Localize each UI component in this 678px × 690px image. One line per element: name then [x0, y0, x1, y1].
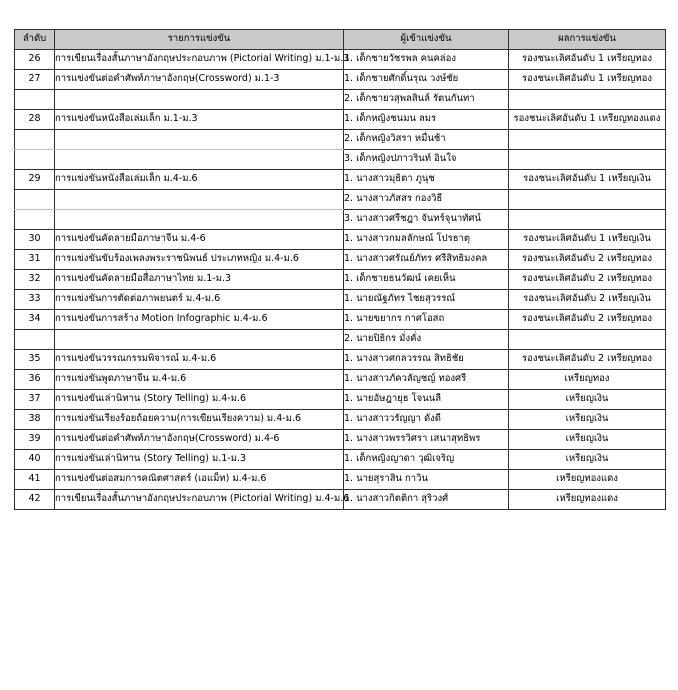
table-header [15, 30, 666, 50]
cell-event: การแข่งขันหนังสือเล่มเล็ก ม.1-ม.3 [55, 110, 344, 130]
table-row [15, 490, 666, 510]
cell-event: การแข่งขันหนังสือเล่มเล็ก ม.4-ม.6 [55, 170, 344, 190]
cell-event [55, 210, 344, 230]
table-row [15, 250, 666, 270]
cell-rank: 41 [15, 470, 55, 490]
cell-rank: 33 [15, 290, 55, 310]
cell-competitor: 2. นางสาวภัสสร กองวิธี [344, 190, 509, 210]
cell-event: การแข่งขันการสร้าง Motion Infographic ม.4-ม.6 [55, 310, 344, 330]
cell-rank: 42 [15, 490, 55, 510]
cell-competitor: 1. เด็กหญิงญาดา วุฒิเจริญ [344, 450, 509, 470]
cell-rank [15, 210, 55, 230]
cell-competitor: 1. นายณัฐภัทร ไชยสุวรรณ์ [344, 290, 509, 310]
cell-rank [15, 190, 55, 210]
column-header-event: รายการแข่งขัน [55, 30, 344, 50]
cell-rank: 32 [15, 270, 55, 290]
table-row [15, 370, 666, 390]
cell-result [509, 210, 666, 230]
table-row [15, 150, 666, 170]
cell-competitor: 2. เด็กชายวสุพลสินล์ รัตนกันทา [344, 90, 509, 110]
cell-rank: 31 [15, 250, 55, 270]
cell-event: การแข่งขันต่อคำศัพท์ภาษาอังกฤษ(Crossword) ม.4-6 [55, 430, 344, 450]
cell-result: เหรียญทอง [509, 370, 666, 390]
table-row [15, 130, 666, 150]
cell-competitor: 1. เด็กหญิงชนมน ลมร [344, 110, 509, 130]
table-row [15, 50, 666, 70]
competition-results-table [14, 29, 666, 510]
cell-event: การแข่งขันขับร้องเพลงพระราชนิพนธ์ ประเภทหญิง ม.4-ม.6 [55, 250, 344, 270]
table-row [15, 170, 666, 190]
cell-result [509, 330, 666, 350]
cell-competitor: 1. นางสาววรัญญา ดังดี [344, 410, 509, 430]
table-row [15, 310, 666, 330]
cell-rank: 27 [15, 70, 55, 90]
cell-result: รองชนะเลิศอันดับ 1 เหรียญทอง [509, 70, 666, 90]
cell-rank: 29 [15, 170, 55, 190]
cell-result: รองชนะเลิศอันดับ 2 เหรียญทอง [509, 250, 666, 270]
table-row [15, 70, 666, 90]
cell-rank [15, 90, 55, 110]
cell-rank: 39 [15, 430, 55, 450]
results-sheet [14, 29, 665, 510]
table-row [15, 470, 666, 490]
cell-event [55, 330, 344, 350]
cell-competitor: 1. เด็กชายศักดิ์นรุณ วงษ์ชัย [344, 70, 509, 90]
cell-event: การแข่งขันต่อคำศัพท์ภาษาอังกฤษ(Crossword) ม.1-3 [55, 70, 344, 90]
cell-event: การเขียนเรื่องสั้นภาษาอังกฤษประกอบภาพ (Pictorial Writing) ม.1-ม.3 [55, 50, 344, 70]
cell-result: รองชนะเลิศอันดับ 2 เหรียญทอง [509, 350, 666, 370]
cell-rank: 37 [15, 390, 55, 410]
table-row [15, 290, 666, 310]
column-header-result: ผลการแข่งขัน [509, 30, 666, 50]
cell-competitor: 1. นางสาวกมลลักษณ์ โปรธาตุ [344, 230, 509, 250]
cell-result [509, 190, 666, 210]
cell-result: เหรียญเงิน [509, 430, 666, 450]
cell-competitor: 1. นางสาวศรัณย์ภัทร ศรีสิทธิมงคล [344, 250, 509, 270]
cell-event: การแข่งขันวรรณกรรมพิจารณ์ ม.4-ม.6 [55, 350, 344, 370]
cell-rank: 34 [15, 310, 55, 330]
cell-rank: 28 [15, 110, 55, 130]
cell-rank: 36 [15, 370, 55, 390]
cell-competitor: 2. นายปิธิกร มั่งคั่ง [344, 330, 509, 350]
cell-result: รองชนะเลิศอันดับ 1 เหรียญทองแดง [509, 110, 666, 130]
cell-event [55, 190, 344, 210]
table-row [15, 270, 666, 290]
cell-competitor: 2. เด็กหญิงวิสรา หมื่นช้า [344, 130, 509, 150]
cell-competitor: 1. เด็กชายวัชรพล คนคล่อง [344, 50, 509, 70]
cell-result: เหรียญทองแดง [509, 490, 666, 510]
cell-result: เหรียญเงิน [509, 410, 666, 430]
table-row [15, 410, 666, 430]
cell-result [509, 90, 666, 110]
cell-event: การแข่งขันต่อสมการคณิตศาสตร์ (เอแม็ท) ม.4-ม.6 [55, 470, 344, 490]
cell-competitor: 1. นางสาวศกลวรรณ สิทธิชัย [344, 350, 509, 370]
cell-result: รองชนะเลิศอันดับ 2 เหรียญเงิน [509, 290, 666, 310]
cell-rank [15, 130, 55, 150]
table-row [15, 190, 666, 210]
cell-event: การแข่งขันพูดภาษาจีน ม.4-ม.6 [55, 370, 344, 390]
cell-result: รองชนะเลิศอันดับ 1 เหรียญเงิน [509, 170, 666, 190]
cell-result: รองชนะเลิศอันดับ 1 เหรียญเงิน [509, 230, 666, 250]
cell-competitor: 3. นางสาวศรีชฎา จันทร์จุนาทัศน์ [344, 210, 509, 230]
table-row [15, 210, 666, 230]
header-row [15, 30, 666, 50]
column-header-rank: ลำดับ [15, 30, 55, 50]
cell-competitor: 1. นางสาวพรรวิศรา เสนาสุทธิพร [344, 430, 509, 450]
cell-competitor: 1. นายสุราสิน กาวิน [344, 470, 509, 490]
table-row [15, 230, 666, 250]
cell-event: การเขียนเรื่องสั้นภาษาอังกฤษประกอบภาพ (Pictorial Writing) ม.4-ม.6 [55, 490, 344, 510]
cell-result: รองชนะเลิศอันดับ 2 เหรียญทอง [509, 270, 666, 290]
table-row [15, 390, 666, 410]
cell-rank [15, 330, 55, 350]
table-body [15, 50, 666, 510]
cell-competitor: 1. นายอัษฎายุธ โจนนลี [344, 390, 509, 410]
cell-result [509, 130, 666, 150]
cell-competitor: 1. นางสาวมุธิตา ภูนุช [344, 170, 509, 190]
column-header-competitor: ผู้เข้าแข่งขัน [344, 30, 509, 50]
table-row [15, 90, 666, 110]
cell-competitor: 1. นายขยากร กาศโอสถ [344, 310, 509, 330]
table-row [15, 350, 666, 370]
cell-competitor: 1. นางสาวภัควลัญชญ์ ทองศรี [344, 370, 509, 390]
table-row [15, 450, 666, 470]
cell-event: การแข่งขันการตัดต่อภาพยนตร์ ม.4-ม.6 [55, 290, 344, 310]
cell-event [55, 90, 344, 110]
cell-event: การแข่งขันเรียงร้อยถ้อยความ(การเขียนเรียงความ) ม.4-ม.6 [55, 410, 344, 430]
cell-event: การแข่งขันคัดลายมือภาษาจีน ม.4-6 [55, 230, 344, 250]
cell-event [55, 150, 344, 170]
cell-rank: 40 [15, 450, 55, 470]
cell-event [55, 130, 344, 150]
cell-result: เหรียญทองแดง [509, 470, 666, 490]
cell-competitor: 1. นางสาวกิตติกา สุริวงศ์ [344, 490, 509, 510]
table-row [15, 330, 666, 350]
cell-rank [15, 150, 55, 170]
cell-result [509, 150, 666, 170]
cell-event: การแข่งขันคัดลายมือสื่อภาษาไทย ม.1-ม.3 [55, 270, 344, 290]
cell-result: รองชนะเลิศอันดับ 2 เหรียญทอง [509, 310, 666, 330]
cell-rank: 30 [15, 230, 55, 250]
cell-result: รองชนะเลิศอันดับ 1 เหรียญทอง [509, 50, 666, 70]
cell-rank: 26 [15, 50, 55, 70]
cell-result: เหรียญเงิน [509, 450, 666, 470]
table-row [15, 430, 666, 450]
cell-competitor: 1. เด็กชายธนวัฒน์ เคยเห็น [344, 270, 509, 290]
cell-competitor: 3. เด็กหญิงปภาวรินท์ อินใจ [344, 150, 509, 170]
cell-rank: 38 [15, 410, 55, 430]
cell-event: การแข่งขันเล่านิทาน (Story Telling) ม.1-ม.3 [55, 450, 344, 470]
table-row [15, 110, 666, 130]
cell-result: เหรียญเงิน [509, 390, 666, 410]
cell-rank: 35 [15, 350, 55, 370]
cell-event: การแข่งขันเล่านิทาน (Story Telling) ม.4-ม.6 [55, 390, 344, 410]
